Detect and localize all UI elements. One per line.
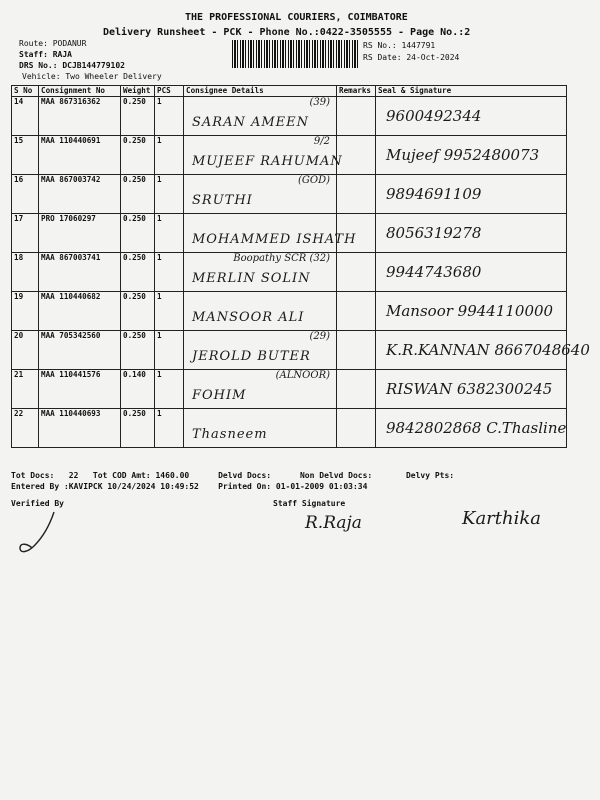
consignment-no: MAA 110440691 (39, 136, 121, 175)
column-header: Remarks (337, 86, 376, 97)
table-row (12, 331, 567, 370)
consignee-note: (GOD) (297, 175, 330, 186)
seal-signature (376, 253, 567, 292)
rs-date: RS Date: 24-Oct-2024 (363, 53, 460, 62)
serial-no: 18 (12, 253, 39, 292)
serial-no: 19 (12, 292, 39, 331)
karthika-signature: Karthika (462, 508, 542, 529)
table-row (12, 370, 567, 409)
consignee-note: Boopathy SCR (32) (233, 253, 330, 264)
barcode (232, 40, 360, 68)
consignment-no: MAA 705342560 (39, 331, 121, 370)
serial-no: 20 (12, 331, 39, 370)
pcs: 1 (155, 136, 184, 175)
remarks (337, 253, 376, 292)
verifier-signature (14, 510, 64, 560)
consignee-name: FOHIM (192, 388, 247, 403)
consignment-no: PRO 17060297 (39, 214, 121, 253)
weight: 0.250 (121, 409, 155, 448)
document-title: THE PROFESSIONAL COURIERS, COIMBATORE (185, 12, 408, 23)
consignee-details (184, 175, 337, 214)
consignee-name: MERLIN SOLIN (192, 271, 311, 286)
weight: 0.140 (121, 370, 155, 409)
remarks (337, 331, 376, 370)
column-header: Consignment No (39, 86, 121, 97)
consignee-name: SRUTHI (192, 193, 253, 208)
consignment-no: MAA 867003742 (39, 175, 121, 214)
receiver-signature: K.R.KANNAN 8667048640 (386, 341, 590, 359)
weight: 0.250 (121, 175, 155, 214)
staff-signature-label: Staff Signature (273, 499, 346, 508)
consignee-note: (39) (309, 97, 330, 108)
table-row (12, 175, 567, 214)
remarks (337, 409, 376, 448)
column-header: Seal & Signature (376, 86, 567, 97)
consignee-details (184, 253, 337, 292)
seal-signature (376, 97, 567, 136)
receiver-signature: 9894691109 (386, 185, 482, 203)
table-row (12, 409, 567, 448)
seal-signature (376, 409, 567, 448)
consignee-name: MOHAMMED ISHATH (192, 232, 357, 247)
weight: 0.250 (121, 253, 155, 292)
pcs: 1 (155, 97, 184, 136)
consignee-name: JEROLD BUTER (192, 349, 311, 364)
consignee-details (184, 136, 343, 175)
route: Route: PODANUR (19, 39, 87, 48)
pcs: 1 (155, 370, 184, 409)
entered-by-line: Entered By :KAVIPCK 10/24/2024 10:49:52 Printed On: 01-01-2009 01:03:34 (11, 482, 368, 491)
pcs: 1 (155, 292, 184, 331)
seal-signature (376, 175, 567, 214)
serial-no: 16 (12, 175, 39, 214)
table-row (12, 214, 567, 253)
totals-line: Tot Docs: 22 Tot COD Amt: 1460.00 Delvd Docs: Non Delvd Docs: Delvy Pts: (11, 471, 455, 480)
consignee-name: Thasneem (192, 427, 268, 442)
pcs: 1 (155, 331, 184, 370)
consignee-name: MANSOOR ALI (192, 310, 305, 325)
drs-number: DRS No.: DCJB144779102 (19, 61, 125, 70)
consignment-no: MAA 110440682 (39, 292, 121, 331)
receiver-signature: RISWAN 6382300245 (386, 380, 553, 398)
vehicle: Vehicle: Two Wheeler Delivery (22, 72, 162, 81)
table-row (12, 253, 567, 292)
receiver-signature: 8056319278 (386, 224, 482, 242)
consignee-details (184, 409, 337, 448)
pcs: 1 (155, 175, 184, 214)
pcs: 1 (155, 409, 184, 448)
serial-no: 22 (12, 409, 39, 448)
consignment-no: MAA 110440693 (39, 409, 121, 448)
serial-no: 15 (12, 136, 39, 175)
document-subtitle: Delivery Runsheet - PCK - Phone No.:0422-3505555 - Page No.:2 (103, 27, 471, 38)
pcs: 1 (155, 253, 184, 292)
seal-signature (376, 331, 590, 370)
consignee-name: SARAN AMEEN (192, 115, 310, 130)
pcs: 1 (155, 214, 184, 253)
verified-by-label: Verified By (11, 499, 64, 508)
consignment-no: MAA 110441576 (39, 370, 121, 409)
consignee-details (184, 97, 337, 136)
serial-no: 17 (12, 214, 39, 253)
weight: 0.250 (121, 331, 155, 370)
table-header-row (12, 86, 567, 97)
table-row (12, 136, 567, 175)
receiver-signature: Mansoor 9944110000 (386, 302, 554, 320)
seal-signature (376, 136, 567, 175)
table-row (12, 97, 567, 136)
staff: Staff: RAJA (19, 50, 72, 59)
column-header: Weight (121, 86, 155, 97)
consignee-details (184, 214, 357, 253)
remarks (337, 97, 376, 136)
receiver-signature: 9944743680 (386, 263, 482, 281)
table-row (12, 292, 567, 331)
column-header: Consignee Details (184, 86, 337, 97)
column-header: PCS (155, 86, 184, 97)
weight: 0.250 (121, 136, 155, 175)
consignee-details (184, 292, 337, 331)
column-header: S No (12, 86, 39, 97)
remarks (337, 292, 376, 331)
consignee-name: MUJEEF RAHUMAN (192, 154, 343, 169)
seal-signature (376, 370, 567, 409)
consignee-note: (29) (309, 331, 330, 342)
receiver-signature: 9600492344 (386, 107, 482, 125)
remarks (337, 370, 376, 409)
runsheet-table (11, 85, 590, 448)
serial-no: 21 (12, 370, 39, 409)
consignee-note: (ALNOOR) (275, 370, 330, 381)
consignee-details (184, 331, 337, 370)
seal-signature (376, 292, 567, 331)
weight: 0.250 (121, 97, 155, 136)
consignment-no: MAA 867316362 (39, 97, 121, 136)
rs-number: RS No.: 1447791 (363, 41, 436, 50)
consignment-no: MAA 867003741 (39, 253, 121, 292)
staff-signature: R.Raja (305, 513, 362, 533)
receiver-signature: Mujeef 9952480073 (386, 146, 540, 164)
consignee-note: 9/2 (313, 136, 330, 147)
weight: 0.250 (121, 214, 155, 253)
consignee-details (184, 370, 337, 409)
serial-no: 14 (12, 97, 39, 136)
receiver-signature: 9842802868 C.Thasline (386, 419, 567, 437)
weight: 0.250 (121, 292, 155, 331)
seal-signature (376, 214, 567, 253)
remarks (337, 175, 376, 214)
